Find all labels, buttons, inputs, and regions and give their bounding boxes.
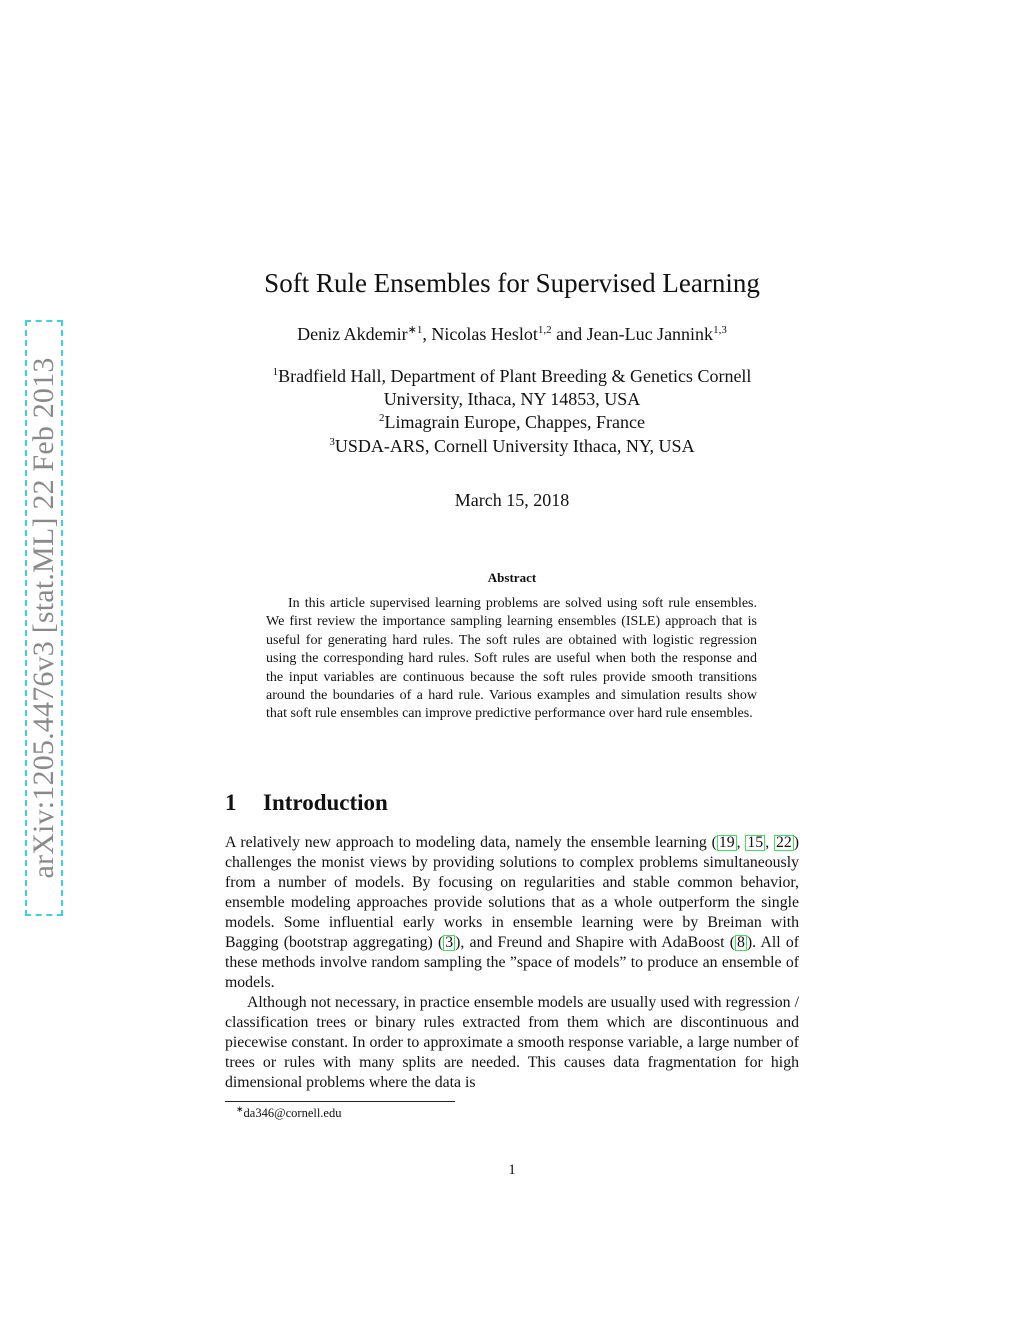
- affiliation-text: University, Ithaca, NY 14853, USA: [383, 389, 641, 409]
- text-run: ), and Freund and Shapire with AdaBoost (: [455, 934, 736, 951]
- paper-date: March 15, 2018: [454, 490, 570, 510]
- affiliation-text: USDA-ARS, Cornell University Ithaca, NY, USA: [334, 436, 695, 456]
- text-run: ,: [736, 834, 746, 851]
- text-run: ). All of these methods involve random sampling the ”space of models” to produce an ensemble of models.: [225, 934, 799, 991]
- intro-paragraph: Although not necessary, in practice ensemble models are usually used with regression / classification trees or binary rules extracted from them which are discontinuous and piecewise constant. In order to approximate a smooth response variable, a large number of trees or rules with many splits are needed. This causes data fragmentation for high dimensional problems where the data is: [225, 994, 799, 1091]
- text-run: ) challenges the monist views by providing solutions to complex problems simultaneously from a number of models. By focusing on regularities and stable common behavior, ensemble modeling approaches provide solutions that as a whole outperform the single models. Some influential early works in ensemble learning were by Breiman with Bagging (bootstrap aggregating) (: [225, 834, 799, 951]
- affiliation-text: Limagrain Europe, Chappes, France: [384, 412, 645, 432]
- author-name: Deniz Akdemir: [297, 324, 408, 344]
- affiliation-mark: 2: [379, 412, 385, 424]
- email-link[interactable]: da346@cornell.edu: [243, 1106, 342, 1120]
- citation-link[interactable]: 3: [445, 934, 454, 951]
- paper-title: Soft Rule Ensembles for Supervised Learning: [264, 268, 760, 298]
- citation-link[interactable]: 15: [747, 834, 764, 851]
- abstract-body: [266, 595, 757, 724]
- author-affil-mark: ∗1: [407, 324, 423, 336]
- author-name: and Jean-Luc Jannink: [551, 324, 714, 344]
- abstract-text: In this article supervised learning problems are solved using soft rule ensembles. We first review the importance sampling learning ensembles (ISLE) approach that is useful for generating hard rules. The soft rules are obtained with logistic regression using the corresponding hard rules. Soft rules are useful when both the response and the input variables are continuous because the soft rules provide smooth transitions around the boundaries of a hard rule. Various examples and simulation results show that soft rule ensembles can improve predictive performance over hard rule ensembles.: [266, 596, 757, 722]
- author-list: [0, 324, 1024, 345]
- author-affil-mark: 1,2: [537, 324, 552, 336]
- affiliation-line: [0, 412, 1024, 433]
- text-run: A relatively new approach to modeling data, namely the ensemble learning (: [225, 834, 717, 851]
- footnote-mark: ∗: [236, 1103, 244, 1114]
- citation-link[interactable]: 19: [718, 834, 735, 851]
- intro-body: [225, 833, 799, 1093]
- citation-link[interactable]: 22: [775, 834, 792, 851]
- affiliation-line: [0, 436, 1024, 457]
- footnote-rule: [225, 1101, 455, 1102]
- affiliation-text: Bradfield Hall, Department of Plant Breeding & Genetics Cornell: [278, 366, 752, 386]
- section-title: Introduction: [263, 790, 388, 815]
- text-run: ,: [765, 834, 774, 851]
- author-name: , Nicolas Heslot: [422, 324, 538, 344]
- intro-paragraph: [225, 833, 799, 993]
- citation-link[interactable]: 8: [737, 934, 745, 951]
- affiliation-line: [0, 389, 1024, 410]
- author-affil-mark: 1,3: [713, 324, 727, 336]
- arxiv-stamp-text: arXiv:1205.4476v3 [stat.ML] 22 Feb 2013: [27, 357, 60, 879]
- section-number: 1: [225, 790, 237, 815]
- footnote: [236, 1103, 342, 1121]
- page-number: 1: [508, 1162, 516, 1178]
- affiliation-line: [0, 366, 1024, 387]
- section-heading: [225, 790, 388, 816]
- affiliation-mark: 3: [329, 436, 335, 448]
- abstract-heading: Abstract: [487, 570, 537, 585]
- affiliation-mark: 1: [272, 366, 279, 378]
